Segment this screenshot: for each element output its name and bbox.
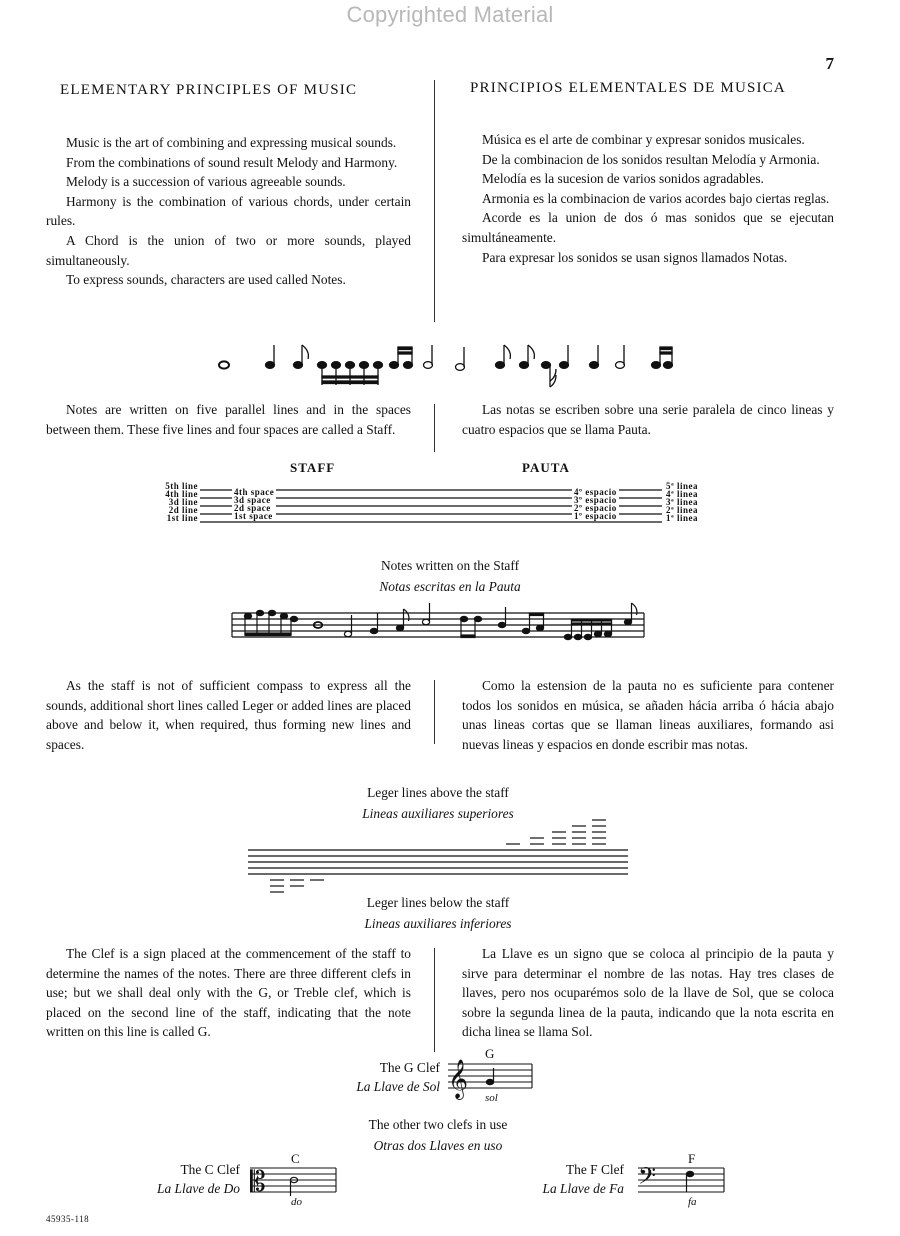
caption-spanish: Lineas auxiliares superiores — [362, 806, 514, 821]
paragraph: Melodía es la sucesion de varios sonidos agradables. — [482, 171, 764, 187]
caption-spanish: La Llave de Do — [157, 1181, 240, 1196]
paragraph: Notes are written on five parallel lines and in the spaces between them. These five lines and four spaces are called a Staff. — [46, 402, 411, 437]
paragraph: A Chord is the union of two or more sounds, played simultaneously. — [46, 232, 411, 268]
staff-space-labels-es — [572, 488, 619, 520]
page-number: 7 — [825, 54, 834, 73]
c-note-label: C — [291, 1151, 300, 1166]
bass-clef-icon: 𝄢 — [638, 1162, 657, 1195]
alto-clef-icon: 𝄡 — [250, 1165, 266, 1198]
paragraph: Melody is a succession of various agreeable sounds. — [66, 174, 346, 190]
paragraph: Música es el arte de combinar y expresar sonidos musicales. — [482, 132, 805, 147]
c-note-label-es: do — [291, 1196, 302, 1208]
line-label: 5ª linea — [666, 481, 698, 491]
heading-spanish: PRINCIPIOS ELEMENTALES DE MUSICA — [470, 80, 786, 96]
other-clefs-caption — [288, 1114, 588, 1156]
paragraph: The Clef is a sign placed at the commencement of the staff to determine the names of the notes. There are three different clefs in use; but we shall deal only with the G, or Treble clef, which is placed on the second line of the staff, indicating that the note written on this line is called G. — [46, 946, 411, 1040]
intro-spanish — [462, 130, 834, 267]
paragraph: La Llave es un signo que se coloca al principio de la pauta y sirve para determinar el nombre de las notas. Hay tres clases de llaves, pero nos ocuparémos solo de la llave de Sol, que se coloca sobre la segunda linea de la pauta, indicando que la nota escrita en dicha linea se llama Sol. — [462, 946, 834, 1040]
f-note-label-es: fa — [688, 1196, 697, 1208]
c-clef-caption — [100, 1160, 240, 1198]
staff-text-english — [46, 400, 411, 439]
treble-clef-icon: 𝄞 — [448, 1059, 469, 1099]
space-label: 2º espacio — [574, 503, 617, 513]
staff-line-labels-es — [666, 482, 698, 522]
leger-text-spanish — [462, 676, 834, 754]
space-label: 3º espacio — [574, 495, 617, 505]
line-label: 3ª linea — [666, 497, 698, 507]
c-clef-staff — [250, 1164, 336, 1198]
leger-below-caption — [288, 892, 588, 934]
paragraph: Acorde es la union de dos ó mas sonidos que se ejecutan simultáneamente. — [462, 210, 834, 245]
notes-on-staff-caption — [300, 555, 600, 597]
paragraph: From the combinations of sound result Melody and Harmony. — [66, 154, 398, 170]
g-note-label: G — [485, 1046, 495, 1061]
caption-spanish: Notas escritas en la Pauta — [379, 579, 521, 594]
f-note-label: F — [688, 1151, 696, 1166]
notes-on-staff-illustration — [232, 605, 644, 645]
line-label: 4ª linea — [666, 489, 698, 499]
note-values-illustration — [210, 345, 680, 395]
caption-spanish: La Llave de Fa — [542, 1181, 624, 1196]
space-label: 4º espacio — [574, 487, 617, 497]
caption-english: Leger lines above the staff — [367, 785, 509, 800]
column-divider — [434, 948, 435, 1052]
paragraph: Las notas se escriben sobre una serie paralela de cinco lineas y cuatro espacios que se llama Pauta. — [462, 402, 834, 437]
staff-line-labels-en — [158, 482, 198, 522]
f-clef-staff — [638, 1164, 724, 1198]
caption-english: Leger lines below the staff — [366, 895, 510, 910]
leger-text-english — [46, 676, 411, 754]
g-clef-caption — [300, 1058, 440, 1096]
space-label: 1º espacio — [574, 511, 617, 521]
copyright-watermark: Copyrighted Material — [346, 2, 554, 27]
paragraph: De la combinacion de los sonidos resultan Melodía y Armonia. — [482, 151, 820, 167]
f-clef-caption — [484, 1160, 624, 1198]
line-label: 2ª linea — [666, 505, 698, 515]
line-label: 1st line — [166, 513, 198, 523]
paragraph: To express sounds, characters are used called Notes. — [66, 272, 346, 288]
line-label: 2d line — [168, 505, 198, 515]
line-label: 5th line — [165, 481, 198, 491]
paragraph: Como la estension de la pauta no es suficiente para contener todos los sonidos en música, se añaden hácia arriba ó hácia abajo unas lineas cortas que se llaman lineas auxiliares, formando asi nuevas lineas y espacios en donde escribir mas notas. — [462, 678, 834, 752]
plate-number: 45935-118 — [46, 1214, 90, 1224]
leger-lines-illustration — [248, 818, 628, 892]
paragraph: Music is the art of combining and expressing musical sounds. — [66, 135, 397, 150]
clef-text-spanish — [462, 944, 834, 1042]
caption-english: Notes written on the Staff — [380, 558, 520, 573]
caption-english: The C Clef — [180, 1162, 240, 1177]
paragraph: Armonia es la combinacion de varios acordes bajo ciertas reglas. — [482, 190, 830, 206]
space-label: 2d space — [234, 503, 271, 513]
line-label: 4th line — [165, 489, 198, 499]
pauta-label: PAUTA — [522, 460, 570, 475]
space-label: 1st space — [234, 511, 273, 521]
column-divider — [434, 404, 435, 452]
caption-english: The F Clef — [565, 1162, 624, 1177]
g-note-label-es: sol — [485, 1092, 498, 1104]
paragraph: As the staff is not of sufficient compass to express all the sounds, additional short lines called Leger or added lines are placed above and below it, when required, thus forming new lines and spaces. — [46, 678, 411, 752]
caption-english: The other two clefs in use — [368, 1117, 508, 1132]
paragraph: Harmony is the combination of various chords, under certain rules. — [46, 193, 411, 229]
space-label: 3d space — [234, 495, 271, 505]
staff-text-spanish — [462, 400, 834, 439]
staff-label: STAFF — [290, 460, 336, 475]
paragraph: Para expresar los sonidos se usan signos llamados Notas. — [482, 249, 788, 265]
line-label: 1ª linea — [666, 513, 698, 523]
clef-text-english — [46, 944, 411, 1042]
column-divider — [434, 680, 435, 744]
caption-english: The G Clef — [379, 1060, 440, 1075]
caption-spanish: La Llave de Sol — [356, 1079, 440, 1094]
line-label: 3d line — [168, 497, 198, 507]
staff-space-labels-en — [232, 488, 276, 520]
intro-english — [46, 133, 411, 290]
column-divider — [434, 80, 435, 322]
caption-spanish: Otras dos Llaves en uso — [373, 1138, 503, 1153]
caption-spanish: Lineas auxiliares inferiores — [364, 916, 512, 931]
heading-english: ELEMENTARY PRINCIPLES OF MUSIC — [60, 82, 358, 98]
space-label: 4th space — [234, 487, 275, 497]
